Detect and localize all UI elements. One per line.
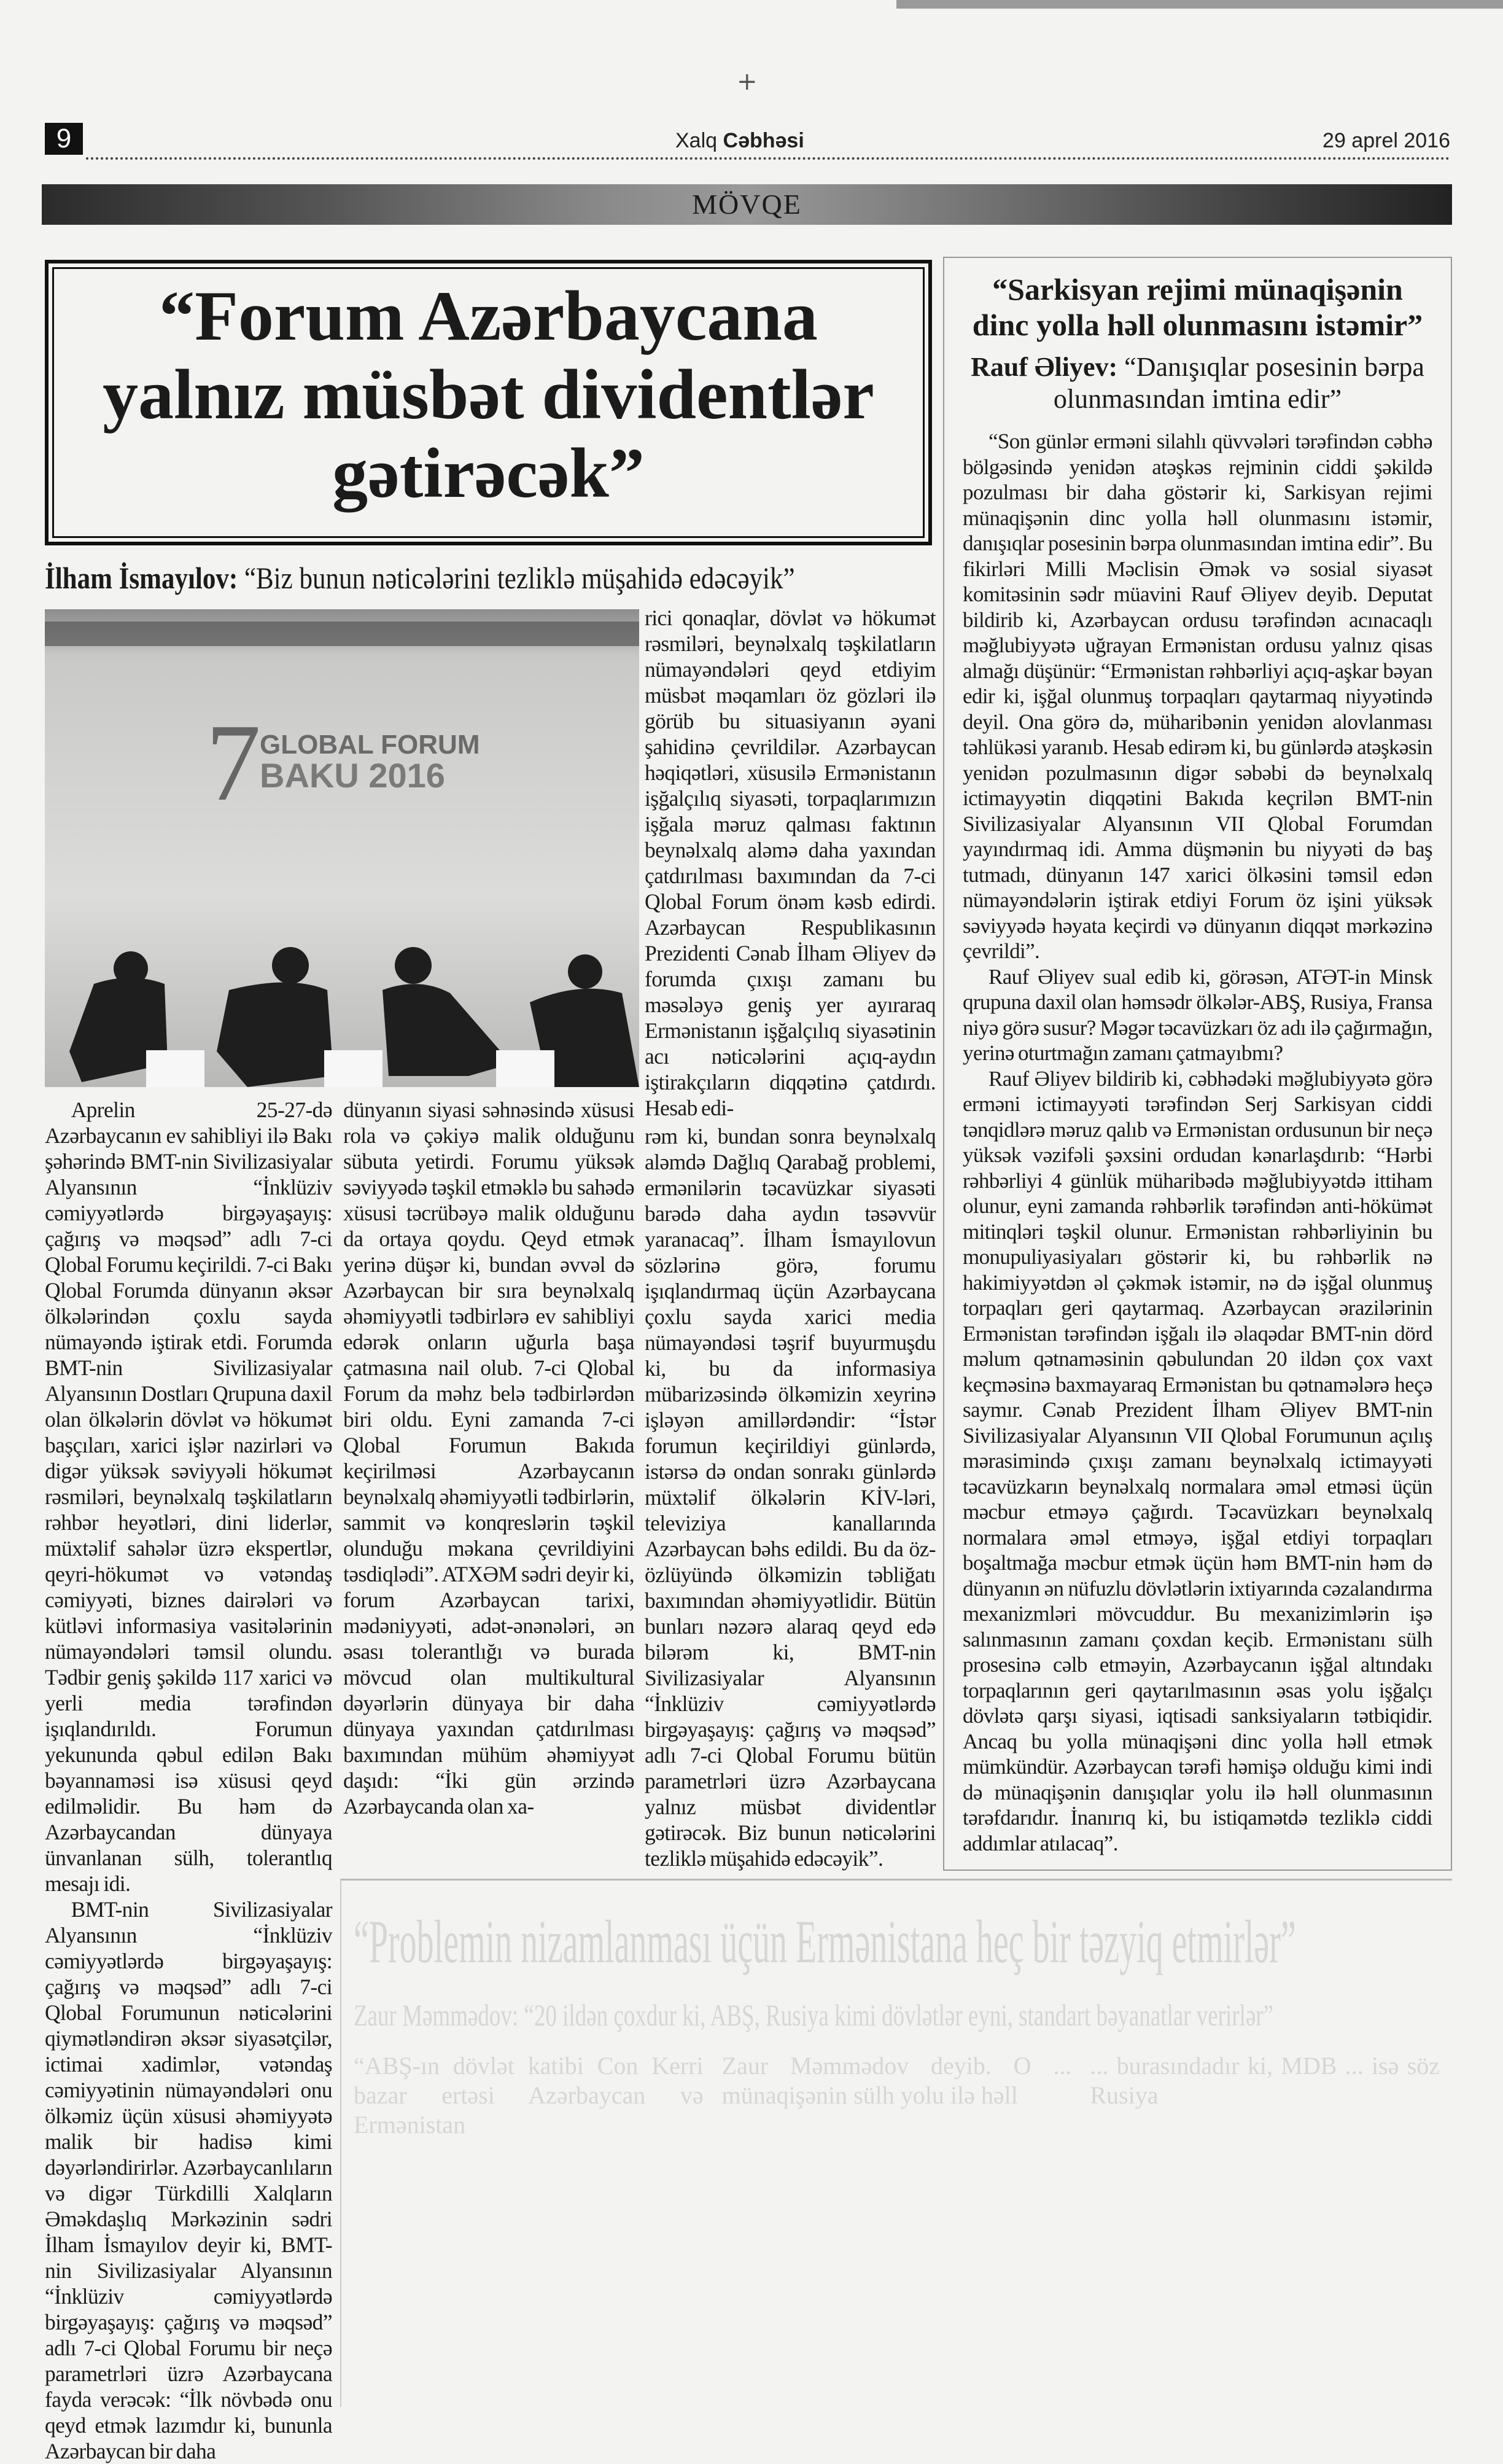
banner-line-1: GLOBAL FORUM — [260, 730, 480, 760]
newspaper-name — [675, 129, 804, 153]
main-article-column-1 — [45, 1097, 332, 2464]
headline-line: gətirəcək” — [332, 434, 645, 513]
subhead-quote: “Biz bunun nəticələrini tezliklə müşahidə edəcəyik” — [244, 561, 795, 595]
article-paragraph: rəm ki, bundan sonra beynəlxalq aləmdə Dağlıq Qarabağ problemi, ermənilərin təcavüzkar siyasəti barədə daha aydın təsəvvür yaranacaq”. İlham İsmayılovun sözlərinə görə, forumu işıqlandırmaq üçün Azərbaycana çoxlu sayda xarici media nümayəndəsi təşrif buyurmuşdu ki, bu da informasiya mübarizəsində ölkəmizin xeyrinə işləyən amillərdəndir: “İstər forumun keçirildiyi günlərdə, istərsə də ondan sonrakı günlərdə müxtəlif ölkələrin KİV-ləri, televiziya kanallarında Azərbaycan bəhs edildi. Bu da öz-özlüyündə ölkəmizin təbliğatı baxımından əhəmiyyətlidir. Bütün bunları nəzərə alaraq qeyd edə bilərəm ki, BMT-nin Sivilizasiyalar Alyansının “İnklüziv cəmiyyətlərdə birgəyaşayış: çağırış və məqsəd” adlı 7-ci Qlobal Forumu bütün parametrləri üzrə Azərbaycana yalnız müsbət dividentlər gətirəcək. Biz bunun nəticələrini tezliklə müşahidə edəcəyik”. — [645, 1124, 936, 1871]
article-paragraph: dünyanın siyasi səhnəsində xüsusi rola və çəkiyə malik olduğunu sübuta yetirdi. Forumu yüksək səviyyədə təşkil etməklə bu sahədə xüsusi təcrübəyə malik olduğunu da ortaya qoydu. Qeyd etmək yerinə düşər ki, bundan əvvəl də Azərbaycan bir sıra beynəlxalq əhəmiyyətli tədbirlərə ev sahibliyi edərək onların uğurla başa çatmasına nail olub. 7-ci Qlobal Forum da məhz belə tədbirlərdən biri oldu. Eyni zamanda 7-ci Qlobal Forumun Bakıda keçirilməsi Azərbaycanın beynəlxalq əhəmiyyətli tədbirlərin, sammit və konqreslərin təşkil olunduğu məkana çevrildiyini təsdiqlədi”. ATXƏM sədri deyir ki, forum Azərbaycan tarixi, mədəniyyəti, adət-ənənələri, ən əsası tolerantlığı və burada mövcud olan multikultural dəyərlərin dünyaya bir daha dünyaya yaxından çatdırılması baxımından mühüm əhəmiyyət daşıdı: “İki gün ərzində Azərbaycanda olan xa- — [343, 1097, 634, 1819]
article-paragraph: Rauf Əliyev bildirib ki, cəbhədəki məğlubiyyətə görə erməni ictimayyəti tərəfindən Serj Sarkisyan ciddi tənqidlərə məruz qalıb və Ermənistan ordusunun bir neçə yüksək vəzifəli şəxsini ordudan kənarlaşdırıb: “Hərbi rəhbərliyi 4 günlük müharibədə məğlubiyyətdə ittiham olunur, eyni zamanda rəhbərlik tərəfindən anti-hökümət mitinqləri təşkil olunur. Ermənistan rəhbərliyinin bu monupuliyasiyaları göstərir ki, bu rəhbərlik nə hakimiyyətdən əl çəkmək istəmir, nə də işğal olunmuş torpaqları geri qaytarmaq. Azərbaycan ərazilərinin Ermənistan tərəfindən işğalı ilə əlaqədar BMT-nin dörd məlum qətnaməsinin qəbulundan 20 ildən çox vaxt keçməsinə baxmayaraq Ermənistan bu qətnamələrə heçə saymır. Cənab Prezident İlham Əliyev BMT-nin Sivilizasiyalar Alyansının VII Qlobal Forumunun açılış mərasimində çıxışı zamanı beynəlxalq ictimayyəti təcavüzkarın beynəlxalq normalara əməl etməsi üçün məcbur etməyə çağırdı. Təcavüzkarı beynəlxalq normalara əməl etməyə, işğal etdiyi torpaqları boşaltmağa məcbur etmək üçün həm BMT-nin həm də dünyanın ən nüfuzlu dövlətlərin ixtiyarında cəzalandırma mexanizmləri mövcuddur. Bu mexanizimlərin işə salınmasının zamanı çoxdan keçib. Ermənistanı sülh prosesinə cəlb etməyin, Azərbaycanın işğal altındakı torpaqlarının geri qaytarılmasının əsas yolu işğalçı dövlətə qarşı siyasi, iqtisadi sanksiyaların tətbiqidir. Ancaq bu yolla münaqişəni dinc yolla həll etmək mümkündür. Azərbaycan tərəfi həmişə olduğu kimi indi də münaqişənin danışıqlar yolu ilə həll olunmasının tərəfdarıdır. İnanırıq ki, bu istiqamətdə tezliklə ciddi addımlar atılacaq”. — [963, 1066, 1432, 1855]
main-subheadline — [45, 560, 795, 596]
side-article — [943, 257, 1452, 1871]
faded-column: ... burasındadır ki, MDB ... isə söz Rusiya — [1090, 2052, 1440, 2109]
faded-article-subheadline: Zaur Məmmədov: “20 ildən çoxdur ki, ABŞ, Rusiya kimi dövlətlər eyni, standart bəyanatlar verirlər” — [354, 1998, 1274, 2032]
main-headline — [49, 277, 928, 513]
main-article-column-after-photo — [645, 605, 936, 1121]
section-title: MÖVQE — [692, 189, 802, 220]
article-paragraph: Aprelin 25-27-də Azərbaycanın ev sahibliyi ilə Bakı şəhərində BMT-nin Sivilizasiyalar Alyansının “İnklüziv cəmiyyətlərdə birgəyaşayış: çağırış və məqsəd” adlı 7-ci Qlobal Forumu keçirildi. 7-ci Bakı Qlobal Forumda dünyanın əksər ölkələrindən çoxlu sayda nümayəndə iştirak etdi. Forumda BMT-nin Sivilizasiyalar Alyansının Dostları Qrupuna daxil olan ölkələrin dövlət və hökumət başçıları, xarici işlər nazirləri və digər yüksək səviyyəli hökumət rəsmiləri, beynəlxalq təşkilatların rəhbər heyətləri, dini liderlər, müxtəlif sahələr üzrə ekspertlər, qeyri-hökumət və vətəndaş cəmiyyəti, biznes dairələri və kütləvi informasiya vasitələrinin nümayəndələri təmsil olundu. Tədbir geniş şəkildə 117 xarici və yerli media tərəfindən işıqlandırıldı. Forumun yekununda qəbul edilən Bakı bəyannaməsi isə xüsusi qeyd edilməlidir. Bu həm də Azərbaycandan dünyaya ünvanlanan sülh, tolerantlıq mesajı idi. — [45, 1097, 332, 1896]
main-headline-box — [45, 260, 932, 545]
panelist-4 — [568, 954, 602, 989]
headline-line: “Forum Azərbaycana — [159, 277, 818, 356]
header-divider — [86, 157, 1450, 160]
faded-column: “ABŞ-ın dövlət katibi Con Kerri bazar ertəsi Azərbaycan və Ermənistan — [354, 2052, 704, 2138]
panelist-3 — [395, 947, 432, 984]
section-banner — [42, 184, 1452, 225]
issue-date: 29 aprel 2016 — [1322, 129, 1450, 152]
article-paragraph: “Son günlər erməni silahlı qüvvələri tərəfindən cəbhə bölgəsində yenidən atəşkəs rejminin ciddi şəkildə pozulması bir daha göstərir ki, Sarkisyan rejimi münaqişənin dinc yolla həll olunmasını istəmir, danışıqlar posesinin bərpa olunmasından imtina edir”. Bu fikirləri Milli Məclisin Əmək və sosial siyasət komitəsinin sədr müavini Rauf Əliyev deyib. Deputat bildirib ki, Azərbaycan ordusu tərəfindən acınacaqlı məğlubiyyətə uğrayan Ermənistan ordusu yalnız qisas almağı düşünür: “Ermənistan rəhbərliyi açıq-aşkar bəyan edir ki, işğal olunmuş torpaqları qaytarmaq niyyətində deyil. Ona görə də, müharibənin yenidən alovlanması təhlükəsi yaranıb. Hesab edirəm ki, bu günlərdə atəşkəsin yenidən pozulmasının digər səbəbi də beynəlxalq ictimayyətin diqqətini Bakıda keçrilən BMT-nin Sivilizasiyalar Alyansının VII Qlobal Forumdan yayındırmaq idi. Amma düşmənin bu niyyəti də baş tutmadı, dünyanın 147 xarici ölkəsini təmsil edən nümayəndələrin iştirak etdiyi Forum öz işini yüksək səviyyədə həyata keçirdi və dünyanın diqqət mərkəzinə çevrildi”. — [963, 429, 1432, 963]
subhead-quote: “Danışıqlar posesinin bərpa olunmasından imtina edir” — [1053, 352, 1424, 414]
article-paragraph: BMT-nin Sivilizasiyalar Alyansının “İnklüziv cəmiyyətlərdə birgəyaşayış: çağırış və məqsəd” adlı 7-ci Qlobal Forumunun nəticələrini qiymətləndirən əksər siyasətçilər, ictimai xadimlər, vətəndaş cəmiyyətinin nümayəndələri onu ölkəmiz üçün xüsusi əhəmiyyətə malik bir hadisə kimi dəyərləndirirlər. Azərbaycanlıların və digər Türkdilli Xalqların Əməkdaşlıq Mərkəzinin sədri İlham İsmayılov deyir ki, BMT-nin Sivilizasiyalar Alyansının “İnklüziv cəmiyyətlərdə birgəyaşayış: çağırış və məqsəd” adlı 7-ci Qlobal Forumu bir neçə parametrləri üzrə Azərbaycana fayda verəcək: “İlk növbədə onu qeyd etmək lazımdır ki, bununla Azərbaycan bir daha — [45, 1897, 332, 2463]
subhead-speaker: Rauf Əliyev: — [971, 352, 1118, 382]
side-article-body — [963, 429, 1432, 1856]
banner-line-2: BAKU 2016 — [260, 756, 445, 795]
subhead-speaker: İlham İsmayılov: — [45, 561, 238, 595]
main-article-column-2 — [343, 1097, 634, 1819]
panelist-2 — [272, 947, 309, 984]
main-article-column-3 — [645, 1123, 936, 1871]
faded-article-body — [354, 2051, 1440, 2140]
article-paragraph: Rauf Əliyev sual edib ki, görəsən, ATƏT-in Minsk qrupuna daxil olan həmsədr ölkələr-ABŞ, Rusiya, Fransa niyə görə susur? Məgər təcavüzkarı öz adı ilə çağırmağın, yerinə oturtmağın zamanı çatmayıbmı? — [963, 964, 1432, 1065]
article-paragraph: rici qonaqlar, dövlət və hökumət rəsmiləri, beynəlxalq təşkilatların nümayəndələri qeyd etdiyim müsbət məqamları öz gözləri ilə görüb bu situasiyanın əyani şahidinə çevrildilər. Azərbaycan həqiqətləri, xüsusilə Ermənistanın işğalçılıq siyasəti, torpaqlarımızın işğala məruz qalması faktının beynəlxalq aləmə daha yaxından çatdırılması baxımından da 7-ci Qlobal Forum önəm kəsb edirdi. Azərbaycan Respublikasının Prezidenti Cənab İlham Əliyev də forumda çıxışı zamanı bu məsələyə geniş yer ayıraraq Ermənistanın işğalçılıq siyasətinin acı nəticələrini açıq-aydın iştirakçıların diqqətinə çatdırdı. Hesab edi- — [645, 606, 936, 1120]
page-number: 9 — [45, 123, 83, 155]
forum-panel-photo — [45, 609, 639, 1087]
banner-number: 7 — [206, 701, 261, 824]
faded-column: Zaur Məmmədov deyib. O ... münaqişənin sülh yolu ilə həll — [721, 2052, 1072, 2109]
faded-article — [340, 1879, 1452, 2407]
paper-name-bold: Cəbhəsi — [723, 129, 804, 152]
side-article-headline: “Sarkisyan rejimi münaqişənin dinc yolla həll olunmasını istəmir” — [972, 272, 1423, 342]
headline-line: yalnız müsbət dividentlər — [103, 356, 874, 434]
registration-mark: + — [737, 68, 758, 96]
side-article-subheadline — [963, 351, 1432, 415]
ceiling-beam — [45, 622, 639, 646]
scan-edge-strip — [896, 0, 1503, 9]
paper-name-light: Xalq — [675, 129, 718, 152]
faded-article-headline: “Problemin nizamlanması üçün Ermənistana heç bir təzyiq etmirlər” — [354, 1908, 1296, 1976]
